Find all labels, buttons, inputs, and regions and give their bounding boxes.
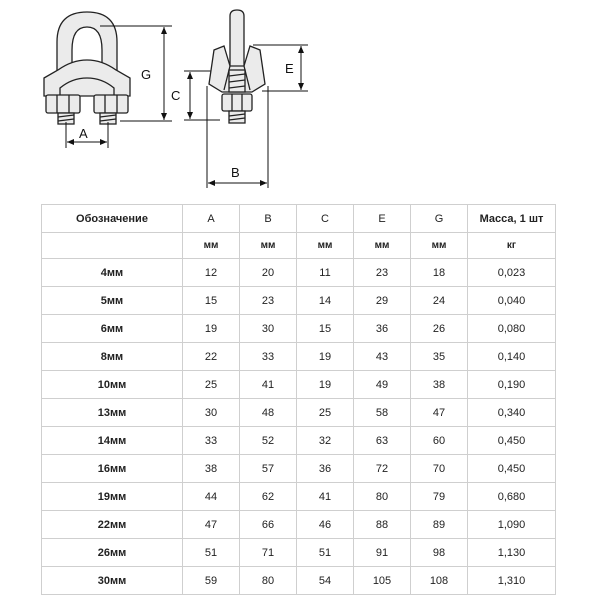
cell-c: 36 — [297, 455, 354, 483]
cell-c: 19 — [297, 371, 354, 399]
cell-c: 11 — [297, 259, 354, 287]
cell-designation: 30мм — [42, 567, 183, 595]
table-row — [42, 399, 556, 427]
cell-designation: 16мм — [42, 455, 183, 483]
cell-designation: 8мм — [42, 343, 183, 371]
cell-mass: 1,310 — [468, 567, 556, 595]
dimension-a-label: A — [79, 126, 88, 141]
clip-front-view — [44, 12, 130, 124]
cell-b: 80 — [240, 567, 297, 595]
header-e: E — [354, 205, 411, 233]
cell-g: 47 — [411, 399, 468, 427]
cell-c: 14 — [297, 287, 354, 315]
table-body — [42, 259, 556, 595]
cell-g: 70 — [411, 455, 468, 483]
cell-b: 52 — [240, 427, 297, 455]
cell-b: 66 — [240, 511, 297, 539]
cell-e: 23 — [354, 259, 411, 287]
header-designation: Обозначение — [42, 205, 183, 233]
dimension-e-label: E — [285, 61, 294, 76]
cell-a: 33 — [183, 427, 240, 455]
header-a: A — [183, 205, 240, 233]
cell-c: 51 — [297, 539, 354, 567]
cell-e: 88 — [354, 511, 411, 539]
table-row — [42, 455, 556, 483]
cell-e: 105 — [354, 567, 411, 595]
cell-b: 48 — [240, 399, 297, 427]
cell-a: 12 — [183, 259, 240, 287]
dimension-c-label: C — [171, 88, 181, 103]
table-row — [42, 567, 556, 595]
header-c: C — [297, 205, 354, 233]
clip-side-view — [209, 10, 265, 123]
cell-designation: 5мм — [42, 287, 183, 315]
cell-g: 108 — [411, 567, 468, 595]
cell-mass: 0,340 — [468, 399, 556, 427]
table-row — [42, 343, 556, 371]
cell-g: 24 — [411, 287, 468, 315]
cell-mass: 1,130 — [468, 539, 556, 567]
header-b: B — [240, 205, 297, 233]
table-row — [42, 427, 556, 455]
unit-c: мм — [297, 233, 354, 259]
cell-a: 51 — [183, 539, 240, 567]
cell-a: 25 — [183, 371, 240, 399]
table-row — [42, 483, 556, 511]
cell-c: 25 — [297, 399, 354, 427]
cell-g: 35 — [411, 343, 468, 371]
table-row — [42, 315, 556, 343]
cell-e: 58 — [354, 399, 411, 427]
cell-c: 41 — [297, 483, 354, 511]
cell-mass: 0,023 — [468, 259, 556, 287]
cell-a: 59 — [183, 567, 240, 595]
cell-b: 71 — [240, 539, 297, 567]
cell-mass: 0,450 — [468, 455, 556, 483]
cell-mass: 0,680 — [468, 483, 556, 511]
cell-b: 57 — [240, 455, 297, 483]
cell-a: 30 — [183, 399, 240, 427]
cell-g: 98 — [411, 539, 468, 567]
cell-designation: 26мм — [42, 539, 183, 567]
dimension-b-label: B — [231, 165, 240, 180]
cell-mass: 0,190 — [468, 371, 556, 399]
cell-mass: 0,080 — [468, 315, 556, 343]
wire-rope-clip-drawing — [0, 0, 600, 200]
cell-b: 23 — [240, 287, 297, 315]
table-row — [42, 371, 556, 399]
specification-table — [41, 204, 556, 595]
cell-designation: 22мм — [42, 511, 183, 539]
unit-g: мм — [411, 233, 468, 259]
unit-b: мм — [240, 233, 297, 259]
cell-b: 30 — [240, 315, 297, 343]
cell-c: 46 — [297, 511, 354, 539]
cell-mass: 0,450 — [468, 427, 556, 455]
cell-b: 41 — [240, 371, 297, 399]
table-row — [42, 511, 556, 539]
cell-g: 89 — [411, 511, 468, 539]
cell-a: 47 — [183, 511, 240, 539]
unit-mass: кг — [468, 233, 556, 259]
cell-designation: 10мм — [42, 371, 183, 399]
cell-a: 44 — [183, 483, 240, 511]
cell-b: 62 — [240, 483, 297, 511]
cell-c: 15 — [297, 315, 354, 343]
units-row — [42, 233, 556, 259]
cell-e: 63 — [354, 427, 411, 455]
cell-mass: 1,090 — [468, 511, 556, 539]
cell-g: 79 — [411, 483, 468, 511]
table-row — [42, 539, 556, 567]
cell-g: 18 — [411, 259, 468, 287]
header-mass: Масса, 1 шт — [468, 205, 556, 233]
table-row — [42, 287, 556, 315]
cell-b: 33 — [240, 343, 297, 371]
cell-e: 91 — [354, 539, 411, 567]
cell-g: 60 — [411, 427, 468, 455]
cell-designation: 19мм — [42, 483, 183, 511]
cell-g: 38 — [411, 371, 468, 399]
cell-a: 15 — [183, 287, 240, 315]
cell-c: 54 — [297, 567, 354, 595]
cell-e: 80 — [354, 483, 411, 511]
unit-designation — [42, 233, 183, 259]
cell-b: 20 — [240, 259, 297, 287]
cell-designation: 6мм — [42, 315, 183, 343]
cell-c: 32 — [297, 427, 354, 455]
header-row — [42, 205, 556, 233]
cell-designation: 14мм — [42, 427, 183, 455]
cell-designation: 4мм — [42, 259, 183, 287]
cell-c: 19 — [297, 343, 354, 371]
cell-mass: 0,040 — [468, 287, 556, 315]
cell-g: 26 — [411, 315, 468, 343]
header-g: G — [411, 205, 468, 233]
dimension-g-label: G — [141, 67, 152, 82]
cell-a: 22 — [183, 343, 240, 371]
cell-mass: 0,140 — [468, 343, 556, 371]
cell-a: 38 — [183, 455, 240, 483]
table-row — [42, 259, 556, 287]
unit-e: мм — [354, 233, 411, 259]
cell-e: 49 — [354, 371, 411, 399]
cell-e: 29 — [354, 287, 411, 315]
cell-e: 43 — [354, 343, 411, 371]
cell-a: 19 — [183, 315, 240, 343]
cell-designation: 13мм — [42, 399, 183, 427]
cell-e: 72 — [354, 455, 411, 483]
unit-a: мм — [183, 233, 240, 259]
cell-e: 36 — [354, 315, 411, 343]
